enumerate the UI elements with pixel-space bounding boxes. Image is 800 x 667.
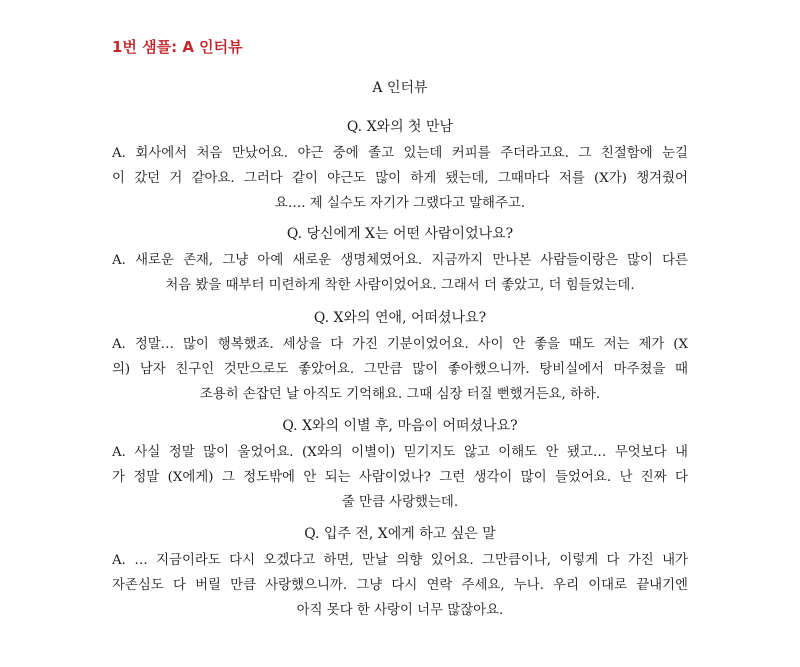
question-heading: Q. 입주 전, X에게 하고 싶은 말: [304, 526, 496, 542]
qa-block-breakup: [112, 414, 688, 515]
answer-line: 줄 만큼 사랑했는데.: [341, 495, 459, 510]
answer-line: 요…. 제 실수도 자기가 그랬다고 말해주고.: [274, 196, 526, 211]
answer-line: A. 정말… 많이 행복했죠. 세상을 다 가진 기분이었어요. 사이 안 좋을 때도 저는 제가 (X: [112, 337, 688, 352]
answer-line: 아직 못다 한 사랑이 너무 많잖아요.: [296, 603, 504, 618]
answer-line: 이 갔던 거 같아요. 그러다 같이 야근도 많이 하게 됐는데, 그때마다 저를 (X가) 챙겨줬어: [112, 171, 688, 186]
document-title: A 인터뷰: [372, 80, 428, 96]
answer-line: 가 정말 (X에게) 그 정도밖에 안 되는 사람이었나? 그런 생각이 많이 들었어요. 난 진짜 다: [112, 470, 688, 485]
sample-label: 1번 샘플: A 인터뷰: [112, 38, 243, 56]
answer-paragraph: [112, 332, 688, 407]
question-heading: Q. X와의 첫 만남: [346, 119, 454, 135]
qa-block-message-to-x: [112, 522, 688, 623]
answer-paragraph: [112, 548, 688, 623]
answer-line: A. 새로운 존재, 그냥 아예 새로운 생명체였어요. 지금까지 만나본 사람들이랑은 많이 다른: [112, 253, 688, 268]
qa-block-first-meeting: [112, 115, 688, 216]
answer-paragraph: [112, 440, 688, 515]
answer-line: 처음 봤을 때부터 미련하게 착한 사람이었어요. 그래서 더 좋았고, 더 힘들었는데.: [165, 278, 635, 293]
answer-line: A. 사실 정말 많이 울었어요. (X와의 이별이) 믿기지도 않고 이해도 안 됐고… 무엇보다 내: [112, 445, 688, 460]
question-heading: Q. X와의 연애, 어떠셨나요?: [313, 310, 487, 326]
answer-line: 자존심도 다 버릴 만큼 사랑했으니까. 그냥 다시 연락 주세요, 누나. 우리 이대로 끝내기엔: [112, 578, 688, 593]
answer-line: 의) 남자 친구인 것만으로도 좋았어요. 그만큼 많이 좋아했으니까. 탕비실에서 마주쳤을 때: [112, 362, 688, 377]
qa-block-what-person: [112, 222, 688, 298]
answer-line: 조용히 손잡던 날 아직도 기억해요. 그때 심장 터질 뻔했거든요, 하하.: [199, 387, 601, 402]
answer-paragraph: [112, 141, 688, 216]
answer-line: A. 회사에서 처음 만났어요. 야근 중에 졸고 있는데 커피를 주더라고요. 그 친절함에 눈길: [112, 146, 688, 161]
question-heading: Q. X와의 이별 후, 마음이 어떠셨나요?: [282, 418, 518, 434]
question-heading: Q. 당신에게 X는 어떤 사람이었나요?: [286, 226, 514, 242]
qa-block-relationship: [112, 306, 688, 407]
answer-line: A. … 지금이라도 다시 오겠다고 하면, 만날 의향 있어요. 그만큼이나, 이렇게 다 가진 내가: [112, 553, 688, 568]
answer-paragraph: [112, 248, 688, 298]
